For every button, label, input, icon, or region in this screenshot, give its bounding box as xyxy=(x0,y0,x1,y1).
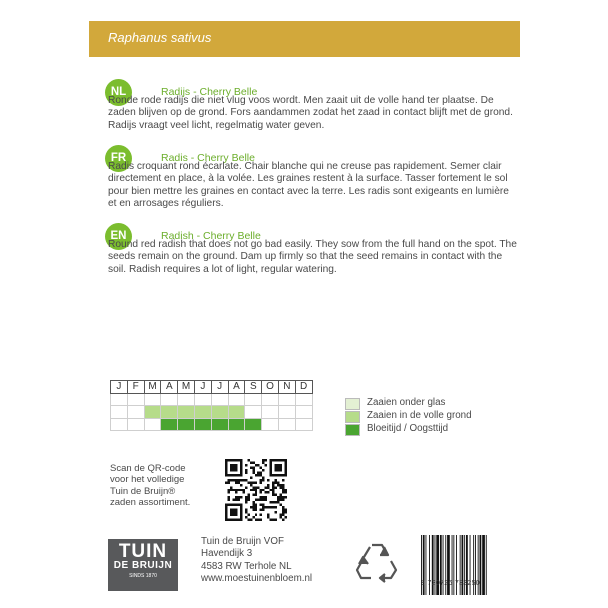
lang-badge-nl: NL xyxy=(105,79,132,106)
logo-line-tuin: TUIN xyxy=(118,541,168,562)
calendar-month: J xyxy=(211,381,228,394)
calendar-cell xyxy=(194,406,211,419)
legend-swatch-harvest xyxy=(345,424,360,436)
calendar-cell xyxy=(111,418,128,431)
section-title-nl: Radijs - Cherry Belle xyxy=(161,86,258,98)
calendar-cell xyxy=(228,418,245,431)
calendar-cell xyxy=(161,406,178,419)
calendar-month: J xyxy=(194,381,211,394)
qr-caption-line: Scan de QR-code xyxy=(110,463,186,474)
calendar-cell xyxy=(178,406,195,419)
calendar-cell xyxy=(127,406,144,419)
calendar-cell xyxy=(144,418,161,431)
calendar-row-harvest xyxy=(111,418,313,431)
address-website[interactable]: www.moestuinenbloem.nl xyxy=(201,572,313,584)
calendar-cell xyxy=(228,406,245,419)
calendar-cell xyxy=(111,406,128,419)
calendar-month: A xyxy=(161,381,178,394)
calendar-month: N xyxy=(278,381,295,394)
calendar-cell xyxy=(262,406,279,419)
calendar-cell xyxy=(245,393,262,406)
legend-swatch-open xyxy=(345,411,360,423)
section-body-en: Round red radish that does not go bad easily. They sow from the full hand on the spot. The seeds remain on the ground. Dam up firmly so that the seed remains in contact with the soil. Radish requires a lot of light, regular watering. xyxy=(108,239,517,275)
qr-code[interactable] xyxy=(225,459,287,521)
qr-caption-line: Tuin de Bruijn® xyxy=(110,485,176,497)
calendar-cell xyxy=(211,406,228,419)
calendar-cell xyxy=(295,418,312,431)
calendar-month: M xyxy=(144,381,161,394)
calendar-cell xyxy=(211,418,228,431)
section-body-fr: Radis croquant rond écarlate. Chair blanche qui ne creuse pas rapidement. Semer clair directement en place, à la volée. Les graines restent à la surface. Tasser fortement le sol pour bien mettre les graines en contact avec la terre. Les radis sont exigeants en lumière et en arrosages réguliers. xyxy=(108,161,509,210)
calendar-cell xyxy=(278,406,295,419)
calendar-month-row xyxy=(111,381,313,394)
calendar-cell xyxy=(194,418,211,431)
calendar-row-sow-glass xyxy=(111,393,313,406)
recycle-icon xyxy=(353,537,401,585)
section-title-fr: Radis - Cherry Belle xyxy=(161,152,255,164)
section-body-nl: Ronde rode radijs die niet vlug voos wordt. Men zaait uit de volle hand ter plaatse. De zaden blijven op de grond. Fors aandammen zodat het zaad in contact blijft met de grond. Radijs vraagt veel licht, regelmatig water geven. xyxy=(108,95,513,131)
qr-caption-line: zaden assortiment. xyxy=(110,496,191,508)
calendar-cell xyxy=(278,418,295,431)
legend-label: Zaaien in de volle grond xyxy=(367,410,472,421)
calendar-cell xyxy=(194,393,211,406)
calendar-month: S xyxy=(245,381,262,394)
calendar-cell xyxy=(127,418,144,431)
lang-badge-fr: FR xyxy=(105,145,132,172)
logo-line-since: SINDS 1870 xyxy=(129,573,157,579)
section-title-en: Radish - Cherry Belle xyxy=(161,230,261,242)
calendar-cell xyxy=(245,406,262,419)
calendar-month: D xyxy=(295,381,312,394)
logo-line-debruijn: DE BRUIJN xyxy=(113,560,173,571)
calendar-month: F xyxy=(127,381,144,394)
lang-badge-en: EN xyxy=(105,223,132,250)
brand-logo xyxy=(108,539,178,591)
header-banner xyxy=(89,21,520,57)
address-street: Havendijk 3 xyxy=(201,548,253,560)
qr-caption-line: voor het volledige xyxy=(110,474,185,486)
calendar-cell xyxy=(111,393,128,406)
calendar-cell xyxy=(144,393,161,406)
calendar-cell xyxy=(178,393,195,406)
sowing-calendar xyxy=(110,380,313,431)
calendar-row-sow-open xyxy=(111,406,313,419)
species-title: Raphanus sativus xyxy=(108,30,212,45)
address-company: Tuin de Bruijn VOF xyxy=(201,536,284,547)
calendar-cell xyxy=(178,418,195,431)
qr-caption xyxy=(110,463,220,508)
legend-swatch-glass xyxy=(345,398,360,410)
calendar-cell xyxy=(245,418,262,431)
calendar-month: J xyxy=(111,381,128,394)
calendar-cell xyxy=(144,406,161,419)
calendar-month: A xyxy=(228,381,245,394)
calendar-cell xyxy=(278,393,295,406)
legend-label: Zaaien onder glas xyxy=(367,397,446,408)
legend-label: Bloeitijd / Oogsttijd xyxy=(367,423,449,434)
calendar-cell xyxy=(295,393,312,406)
calendar-cell xyxy=(228,393,245,406)
calendar-cell xyxy=(295,406,312,419)
company-address xyxy=(201,536,312,585)
calendar-cell xyxy=(262,418,279,431)
calendar-month: M xyxy=(178,381,195,394)
calendar-month: O xyxy=(262,381,279,394)
calendar-cell xyxy=(262,393,279,406)
calendar-cell xyxy=(161,418,178,431)
calendar-cell xyxy=(211,393,228,406)
calendar-cell xyxy=(127,393,144,406)
barcode-number: 8 720726 733250 xyxy=(421,580,480,587)
calendar-cell xyxy=(161,393,178,406)
address-city: 4583 RW Terhole NL xyxy=(201,560,292,572)
